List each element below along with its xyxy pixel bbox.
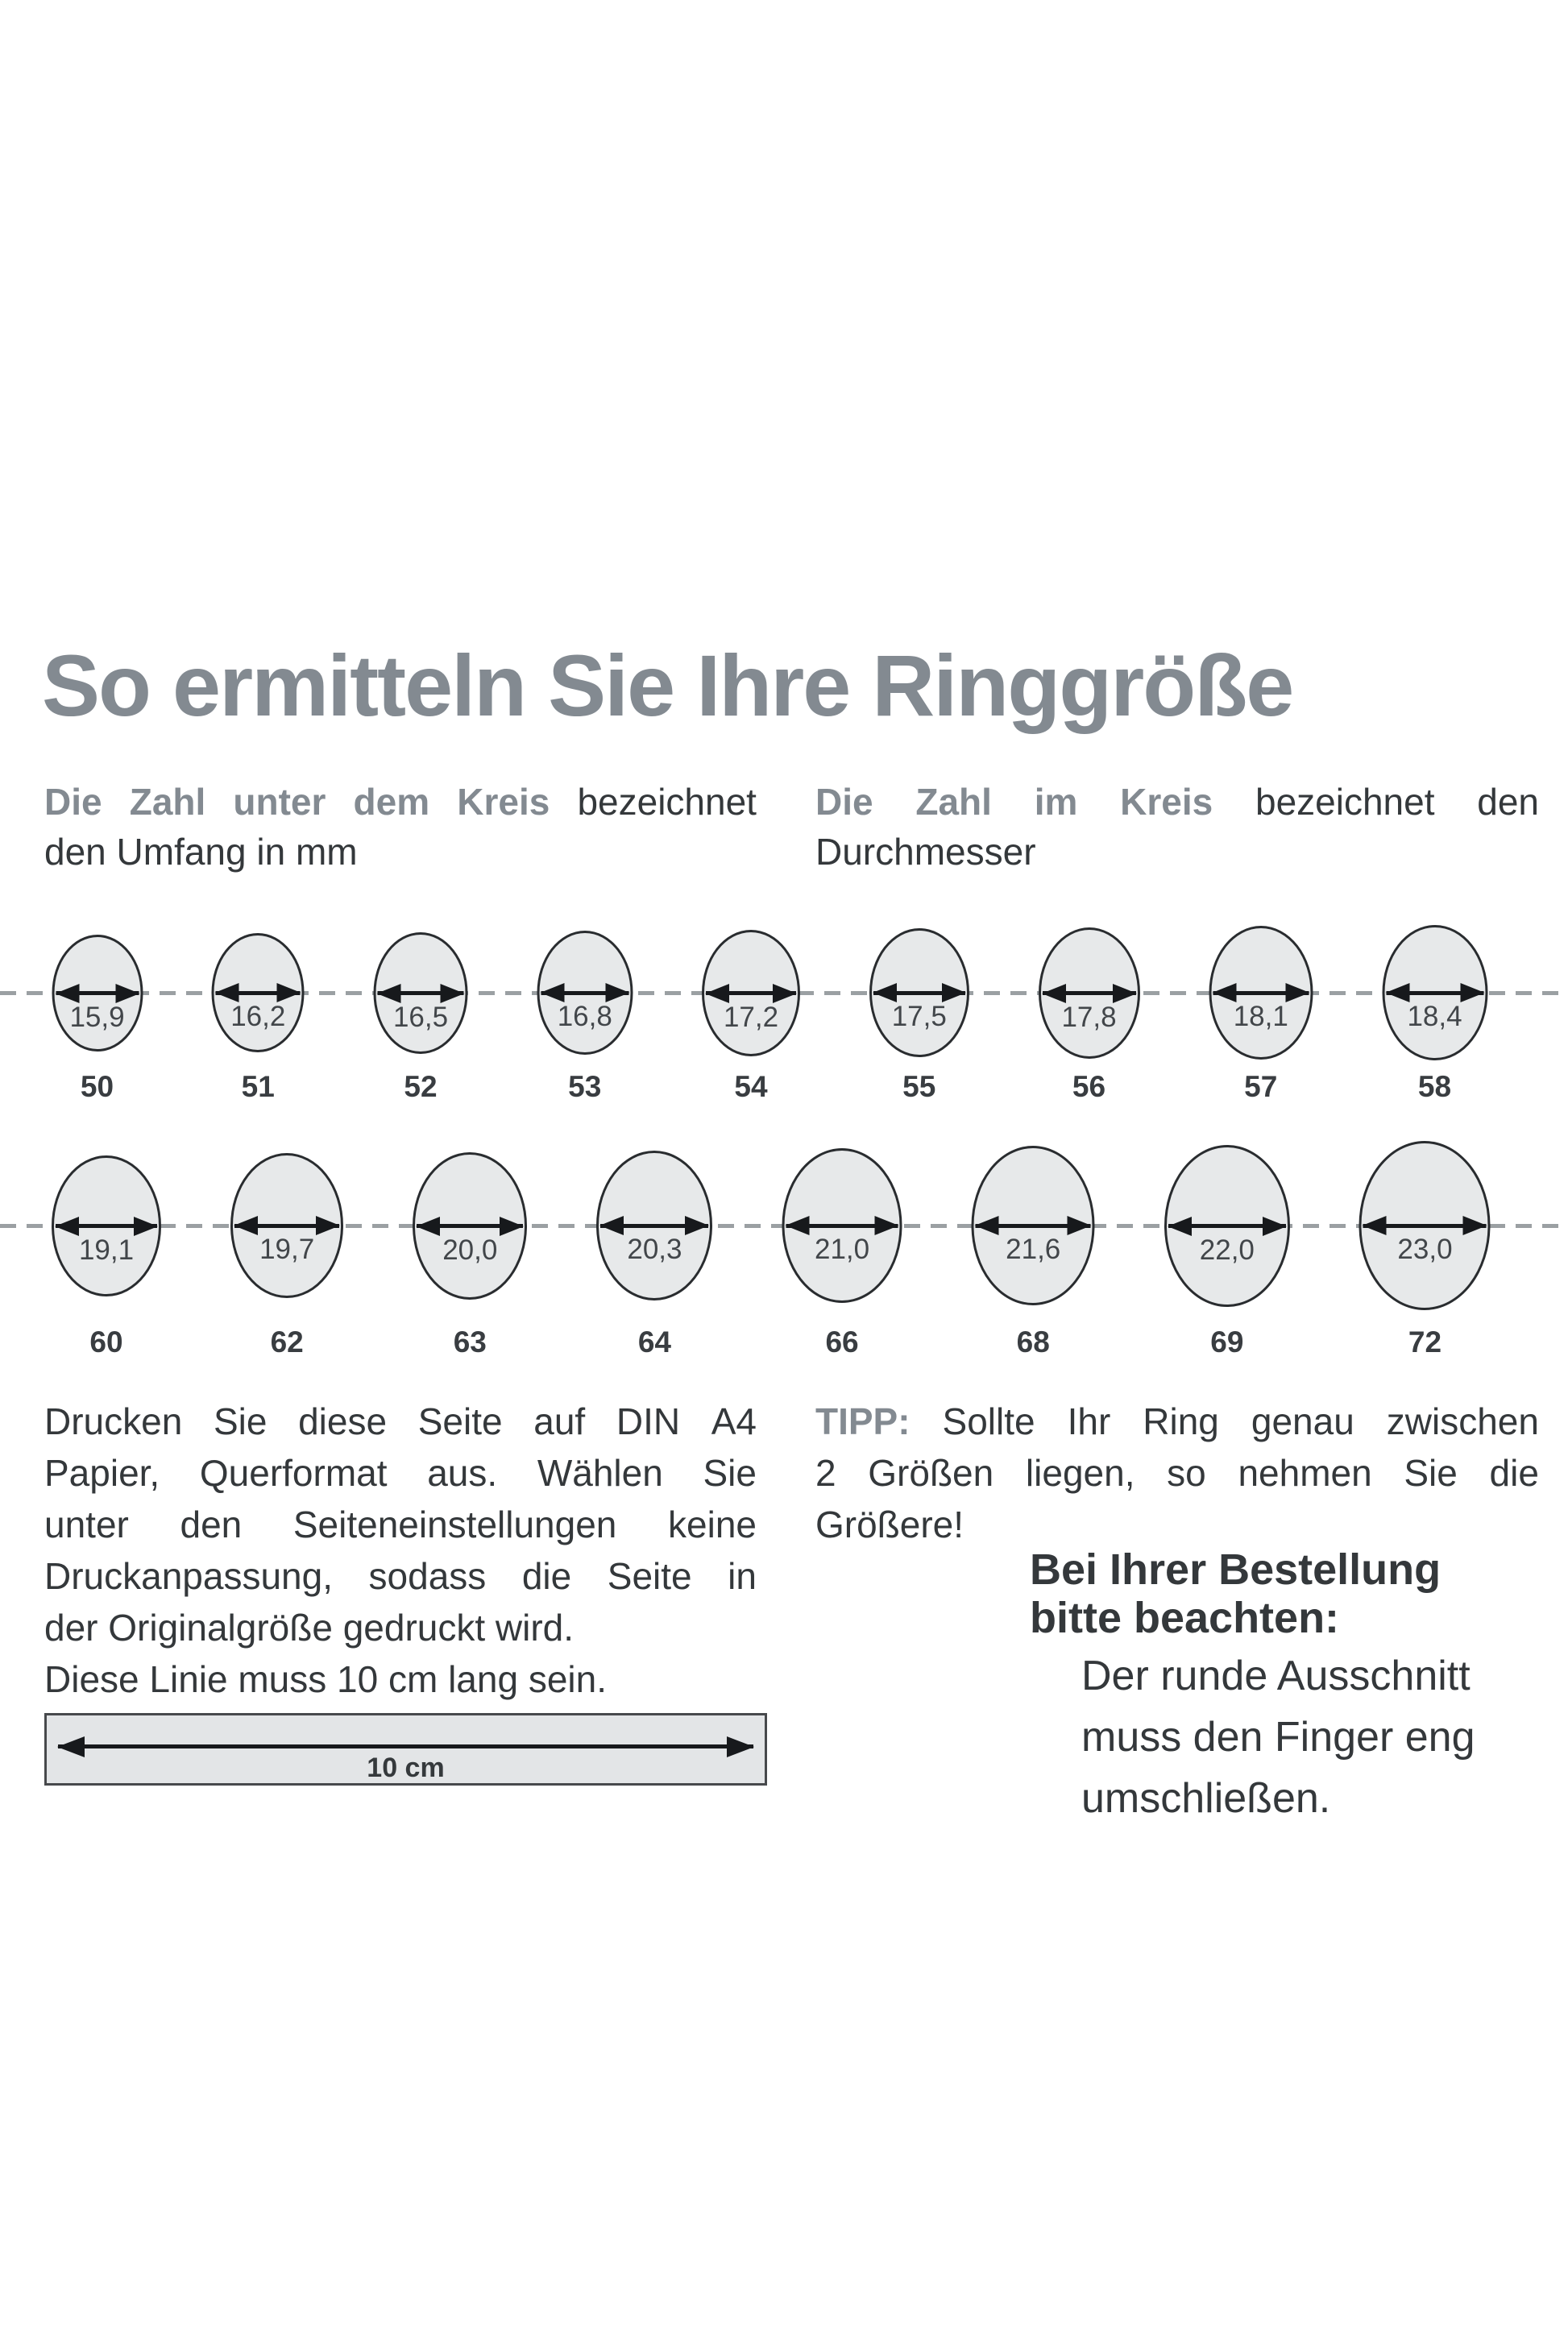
diameter-arrow — [1386, 991, 1483, 995]
text-token: dem — [353, 781, 430, 823]
ring-circle — [702, 930, 800, 1056]
ring-circle — [1382, 925, 1487, 1060]
diameter-arrow — [786, 1224, 898, 1228]
text-token: Zahl — [915, 781, 992, 823]
ring-circle — [413, 1152, 527, 1300]
order-note-body — [1081, 1645, 1475, 1829]
text-token: Sie — [1404, 1452, 1458, 1494]
text-token: Seite — [417, 1400, 503, 1442]
ring-row-sizes-50-58 — [0, 922, 1568, 1109]
text-token: Diese Linie muss 10 cm lang sein. — [44, 1658, 607, 1700]
diameter-label: 17,5 — [891, 1001, 947, 1032]
size-label: 62 — [270, 1325, 304, 1359]
text-token: Papier, — [44, 1452, 160, 1494]
ring-size-unit — [1039, 922, 1140, 1109]
text-token: Ihr — [1067, 1400, 1111, 1442]
diameter-arrow — [1363, 1224, 1487, 1228]
text-line: bitte beachten: — [1030, 1594, 1340, 1642]
ring-circle — [230, 1153, 343, 1298]
ring-size-unit — [1209, 922, 1313, 1109]
text-token: den — [180, 1504, 243, 1545]
ruler-arrow — [58, 1744, 753, 1748]
text-token: diese — [298, 1400, 388, 1442]
ring-size-unit — [1164, 1140, 1290, 1363]
text-token: keine — [668, 1504, 757, 1545]
ring-size-unit — [413, 1140, 527, 1363]
text-token: TIPP: — [815, 1400, 911, 1442]
ring-circle — [869, 928, 969, 1057]
text-token: Druckanpassung, — [44, 1555, 333, 1597]
diameter-label: 23,0 — [1397, 1234, 1453, 1265]
diameter-label: 15,9 — [69, 1001, 125, 1033]
text-token: unter — [44, 1504, 129, 1545]
ring-circle — [1209, 926, 1313, 1060]
ring-size-unit — [1382, 922, 1487, 1109]
ring-size-unit — [1359, 1140, 1491, 1363]
text-token: Die — [815, 781, 873, 823]
diameter-arrow — [873, 991, 965, 995]
diameter-label: 16,2 — [230, 1001, 286, 1032]
diameter-label: 20,3 — [627, 1234, 682, 1265]
ring-circle — [52, 1155, 161, 1296]
text-token: im — [1034, 781, 1078, 823]
diameter-arrow — [1213, 991, 1309, 995]
ring-circle — [52, 935, 143, 1052]
size-label: 64 — [637, 1325, 671, 1359]
ring-size-unit — [782, 1140, 902, 1363]
diameter-label: 16,8 — [557, 1001, 612, 1032]
ring-circle — [1359, 1141, 1491, 1310]
text-line — [44, 1503, 757, 1554]
text-line — [44, 1451, 757, 1503]
text-line — [44, 1400, 757, 1451]
ring-circle — [1164, 1145, 1290, 1307]
text-line — [815, 1451, 1539, 1503]
text-token: A4 — [711, 1400, 757, 1442]
size-label: 72 — [1408, 1325, 1442, 1359]
size-label: 51 — [241, 1070, 275, 1103]
ring-size-unit — [52, 922, 143, 1109]
text-token: bezeichnet — [1255, 781, 1435, 823]
text-token: unter — [233, 781, 326, 823]
ring-size-unit — [537, 922, 633, 1109]
diameter-arrow — [1168, 1224, 1286, 1228]
size-label: 54 — [734, 1070, 768, 1103]
tip-note — [815, 1400, 1539, 1554]
order-note-heading — [1030, 1545, 1441, 1642]
text-line — [44, 830, 757, 880]
size-label: 55 — [902, 1070, 936, 1103]
ring-size-unit — [972, 1140, 1095, 1363]
diameter-label: 19,7 — [259, 1234, 315, 1265]
diameter-label: 21,0 — [815, 1234, 870, 1265]
diameter-label: 21,6 — [1006, 1234, 1061, 1265]
text-token: Querformat — [199, 1452, 388, 1494]
ring-circle — [374, 932, 468, 1054]
subtitle-circumference — [44, 780, 757, 880]
diameter-arrow — [56, 991, 139, 995]
text-token: bezeichnet — [577, 781, 757, 823]
diameter-arrow — [234, 1224, 339, 1228]
text-line — [815, 780, 1539, 830]
text-line — [815, 830, 1539, 880]
diameter-label: 19,1 — [78, 1234, 135, 1266]
ring-size-unit — [869, 922, 969, 1109]
text-line: Der runde Ausschnitt — [1081, 1653, 1471, 1699]
size-label: 57 — [1244, 1070, 1278, 1103]
diameter-label: 17,8 — [1061, 1001, 1117, 1033]
text-token: Durchmesser — [815, 831, 1036, 873]
text-token: Größere! — [815, 1504, 964, 1545]
size-label: 68 — [1016, 1325, 1050, 1359]
text-token: Seiteneinstellungen — [292, 1504, 617, 1545]
diameter-arrow — [706, 991, 796, 995]
text-line: umschließen. — [1081, 1775, 1331, 1822]
diameter-label: 20,0 — [442, 1234, 498, 1266]
ring-size-unit — [702, 922, 800, 1109]
text-token: so — [1167, 1452, 1206, 1494]
size-label: 63 — [453, 1325, 487, 1359]
text-token: nehmen — [1238, 1452, 1372, 1494]
text-line — [44, 1657, 757, 1709]
text-token: auf — [533, 1400, 586, 1442]
size-label: 53 — [568, 1070, 602, 1103]
text-token: Seite — [607, 1555, 692, 1597]
diameter-arrow — [976, 1224, 1091, 1228]
diameter-label: 18,1 — [1233, 1001, 1288, 1032]
print-instructions — [44, 1400, 757, 1709]
measure-ruler — [44, 1713, 767, 1786]
ring-size-unit — [52, 1140, 161, 1363]
text-token: der Originalgröße gedruckt wird. — [44, 1607, 575, 1649]
ring-circle — [537, 931, 633, 1055]
text-token: genau — [1251, 1400, 1354, 1442]
size-label: 58 — [1417, 1070, 1452, 1103]
text-line — [815, 1400, 1539, 1451]
ring-circle — [212, 933, 305, 1052]
text-line — [44, 1554, 757, 1606]
text-line: muss den Finger eng — [1081, 1714, 1475, 1761]
text-token: Sie — [703, 1452, 757, 1494]
ring-size-unit — [230, 1140, 343, 1363]
text-line — [44, 780, 757, 830]
text-token: Zahl — [129, 781, 206, 823]
diameter-arrow — [378, 991, 464, 995]
diameter-label: 16,5 — [392, 1001, 449, 1033]
diameter-arrow — [1043, 991, 1136, 995]
diameter-arrow — [600, 1224, 708, 1228]
ring-size-unit — [374, 922, 468, 1109]
text-token: Kreis — [1120, 781, 1213, 823]
ring-size-unit — [212, 922, 305, 1109]
ring-size-unit — [596, 1140, 712, 1363]
text-token: Wählen — [537, 1452, 663, 1494]
text-token: Kreis — [457, 781, 550, 823]
text-token: in — [728, 1555, 757, 1597]
diameter-label: 22,0 — [1199, 1234, 1255, 1266]
diameter-label: 18,4 — [1407, 1001, 1462, 1032]
diameter-arrow — [56, 1224, 157, 1228]
text-token: zwischen — [1386, 1400, 1539, 1442]
diameter-label: 17,2 — [723, 1001, 779, 1033]
diameter-arrow — [216, 991, 301, 995]
text-token: Drucken — [44, 1400, 183, 1442]
text-token: sodass — [368, 1555, 487, 1597]
text-token: die — [521, 1555, 572, 1597]
size-label: 50 — [80, 1070, 114, 1103]
diameter-arrow — [541, 991, 628, 995]
page-title: So ermitteln Sie Ihre Ringgröße — [42, 637, 1293, 734]
text-token: 2 — [815, 1452, 836, 1494]
text-token: aus. — [427, 1452, 498, 1494]
size-label: 52 — [404, 1070, 438, 1103]
subtitle-diameter — [815, 780, 1539, 880]
text-line: Bei Ihrer Bestellung — [1030, 1545, 1441, 1594]
size-label: 69 — [1210, 1325, 1244, 1359]
text-token: die — [1489, 1452, 1539, 1494]
size-label: 66 — [825, 1325, 859, 1359]
ring-circle — [782, 1148, 902, 1303]
text-line — [44, 1606, 757, 1657]
ring-circle — [1039, 927, 1140, 1059]
ring-row-sizes-60-72 — [0, 1140, 1568, 1363]
text-token: Sie — [213, 1400, 268, 1442]
text-token: liegen, — [1025, 1452, 1135, 1494]
size-label: 60 — [89, 1325, 123, 1359]
text-token: Größen — [868, 1452, 994, 1494]
ring-circle — [972, 1146, 1095, 1305]
text-token: DIN — [616, 1400, 681, 1442]
text-token: Die — [44, 781, 102, 823]
text-token: Sollte — [942, 1400, 1035, 1442]
size-label: 56 — [1072, 1070, 1106, 1103]
text-token: den Umfang in mm — [44, 831, 358, 873]
ruler-label: 10 cm — [367, 1753, 445, 1783]
diameter-arrow — [417, 1224, 523, 1228]
text-token: den — [1477, 781, 1539, 823]
ring-circle — [596, 1151, 712, 1300]
text-token: Ring — [1143, 1400, 1219, 1442]
